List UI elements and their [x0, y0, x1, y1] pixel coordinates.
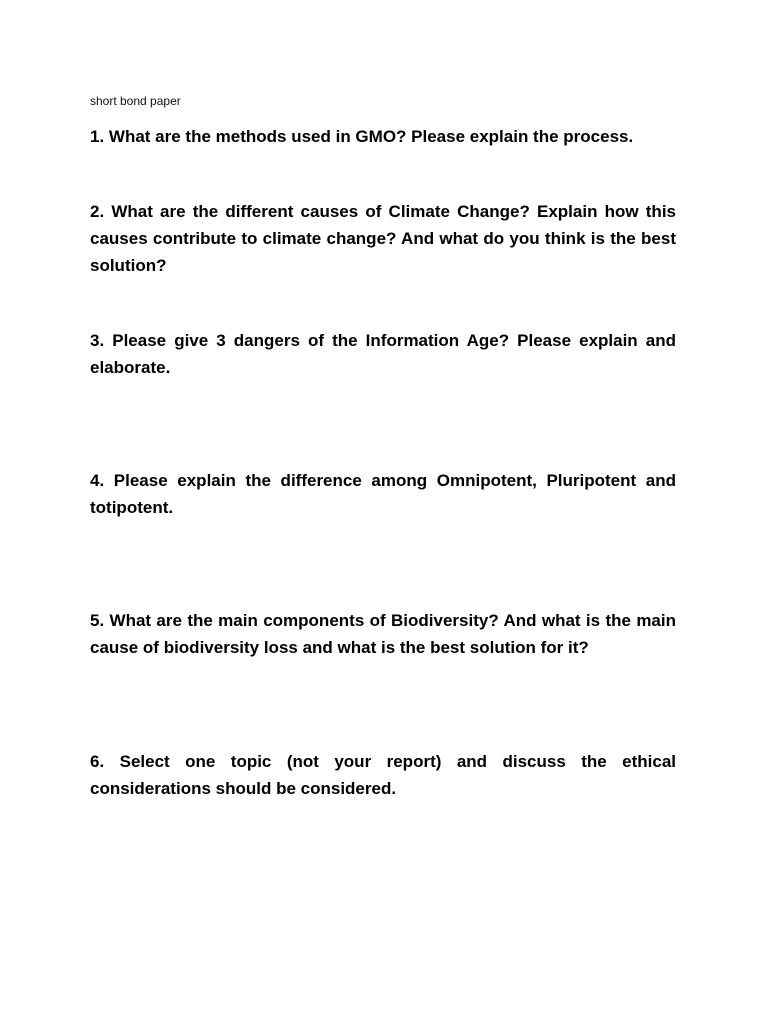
question-4: 4. Please explain the difference among Omnipotent, Pluripotent and totipotent. — [90, 471, 676, 517]
paper-size-note: short bond paper — [90, 94, 181, 108]
question-5: 5. What are the main components of Biodiversity? And what is the main cause of biodiversity loss and what is the best solution for it? — [90, 611, 676, 657]
question-1: 1. What are the methods used in GMO? Please explain the process. — [90, 127, 634, 146]
question-2: 2. What are the different causes of Climate Change? Explain how this causes contribute to climate change? And what do you think is the best solution? — [90, 202, 676, 275]
question-6: 6. Select one topic (not your report) and discuss the ethical considerations should be considered. — [90, 752, 676, 798]
question-3: 3. Please give 3 dangers of the Information Age? Please explain and elaborate. — [90, 331, 676, 377]
